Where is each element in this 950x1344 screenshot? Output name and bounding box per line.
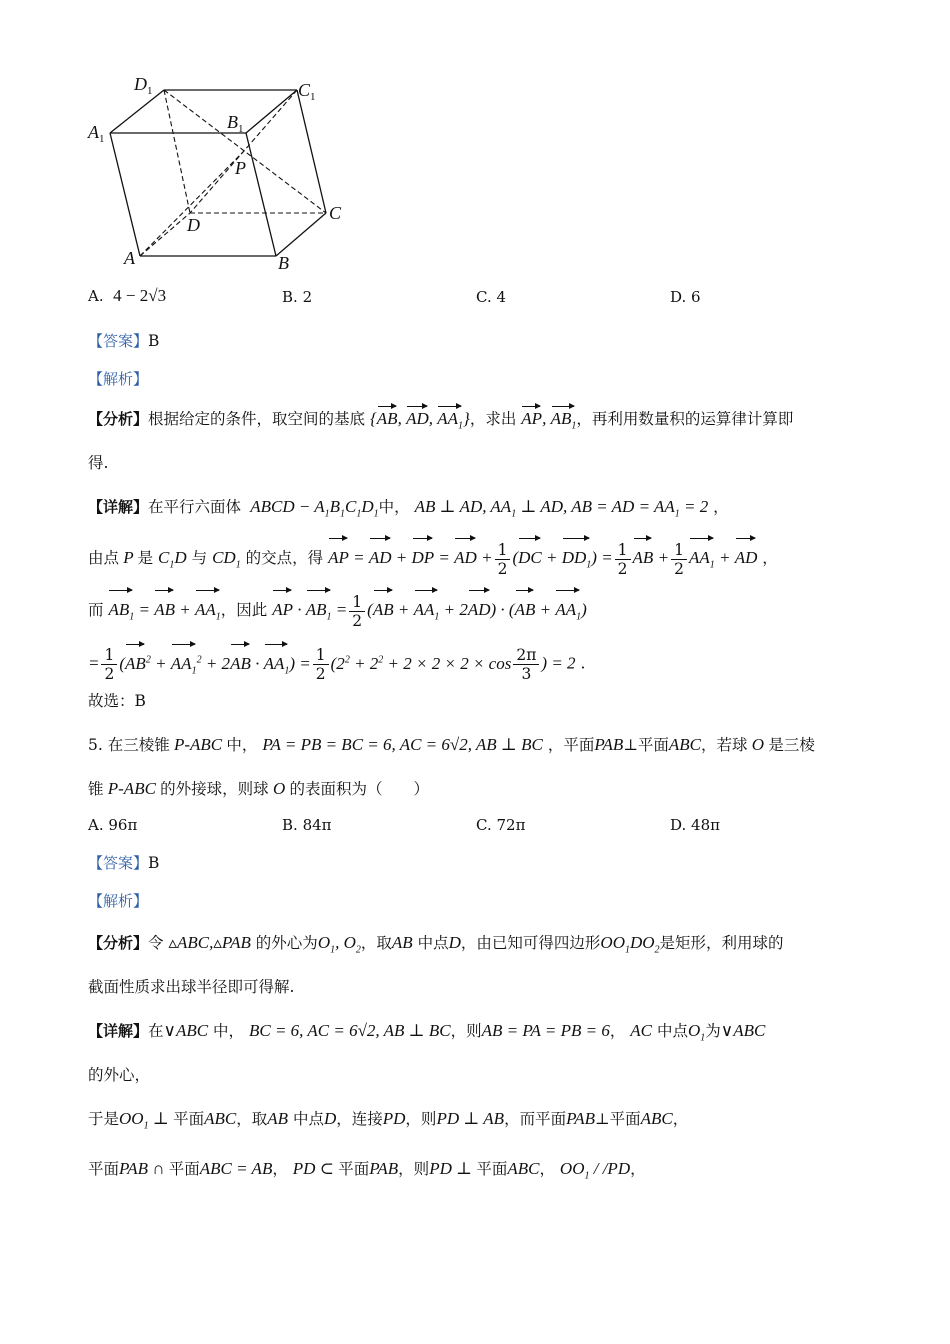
label-B1: $B_1$ [227,112,244,135]
q4-detail-line4: = $\frac{1}{2}$ $(AB^2 + AA_1^2 + 2AB \cdot AA_1)$ = $\frac{1}{2}$ ($2^2 + 2^2 + 2 \times 2 \times 2 \times \cos$ $\frac{2\pi}{3}$ ) = 2 . [88,642,585,689]
q4-fenxi-line2: 得. [88,454,109,472]
edge-B1-C1 [246,90,297,133]
q5-answer: 【答案】B [88,854,160,872]
q4-detail-line2: 由点 P 是 $C_1D$ 与 $CD_1$ 的交点，得 AP = AD + DP = AD + $\frac{1}{2}$ $(DC + DD_1)$ = $\frac{1}{2}$ AB + $\frac{1}{2}$ $AA_1$ + AD ， [88,540,778,583]
edge-D1-D-dashed [164,90,190,213]
q4-fenxi-line1: 【分析】根据给定的条件，取空间的基底 {AB, AD, $AA_1$}，求出 AP, $AB_1$，再利用数量积的运算律计算即 [88,408,793,437]
label-P: P [235,158,246,178]
q4-choose: 故选：B [88,692,146,710]
label-C: C [329,203,342,223]
label-B: B [278,253,289,272]
edge-A-D-dashed [140,213,190,256]
q5-detail-line4: 平面PAB ∩ 平面ABC = AB， PD ⊂ 平面PAB，则PD ⊥ 平面ABC， $OO_1 / /PD$， [88,1159,646,1182]
q5-detail-line2: 的外心， [88,1066,151,1084]
q5-analysis-tag: 【解析】 [88,892,149,910]
parallelepiped-figure [84,72,354,272]
q4-answer: 【答案】B [88,332,160,350]
q5-option-d: D. 48π [670,816,720,834]
diag-A-P-dashed [140,151,244,256]
q5-fenxi-line1: 【分析】令 ▵ABC,▵PAB 的外心为$O_1$, $O_2$，取AB 中点D，由已知可得四边形$OO_1DO_2$是矩形，利用球的 [88,933,784,956]
label-A: A [124,248,135,268]
q5-detail-line1: 【详解】在∨ABC 中， BC = 6, AC = 6√2, AB ⊥ BC，则AB = PA = PB = 6， AC 中点$O_1$为∨ABC [88,1021,766,1044]
q5-detail-line3: 于是$OO_1$ ⊥ 平面ABC，取AB 中点D，连接PD，则PD ⊥ AB，而平面PAB⊥平面ABC， [88,1109,689,1132]
q4-detail-line1: 【详解】在平行六面体 ABCD − $A_1B_1C_1D_1$中， AB ⊥ AD, $AA_1$ ⊥ AD, AB = AD = $AA_1 = 2$ ， [88,497,729,520]
q5-option-c: C. 72π [476,816,526,834]
q5-fenxi-line2: 截面性质求出球半径即可得解. [88,978,295,996]
q4-option-a: A. 4 − 2√3 [88,286,167,305]
q4-option-d: D. 6 [670,288,701,306]
edge-A1-D1 [110,90,164,133]
label-C1: $C_1$ [298,80,316,103]
edge-B-C [276,213,326,256]
label-A1: $A_1$ [88,122,105,145]
q5-stem-line1: 5. 在三棱锥 P-ABC 中， PA = PB = BC = 6, AC = 6√2, AB ⊥ BC ，平面PAB⊥平面ABC，若球 O 是三棱 [88,735,815,754]
edge-A1-A [110,133,140,256]
q5-option-a: A. 96π [88,816,138,834]
q5-option-b: B. 84π [282,816,332,834]
edge-B1-B [246,133,276,256]
q5-stem-line2: 锥 P-ABC 的外接球，则球 O 的表面积为（ ） [88,779,429,798]
q4-detail-line3: 而 $AB_1$ = AB + $AA_1$，因此 AP · $AB_1$ = $\frac{1}{2}$ $(AB + AA_1 + 2AD) \cdot (AB + AA_1)$ [88,592,587,635]
q4-option-b: B. 2 [282,288,313,306]
label-D1: $D_1$ [134,74,153,97]
label-D: D [187,215,200,235]
q4-option-c: C. 4 [476,288,507,306]
q4-analysis-tag: 【解析】 [88,370,149,388]
